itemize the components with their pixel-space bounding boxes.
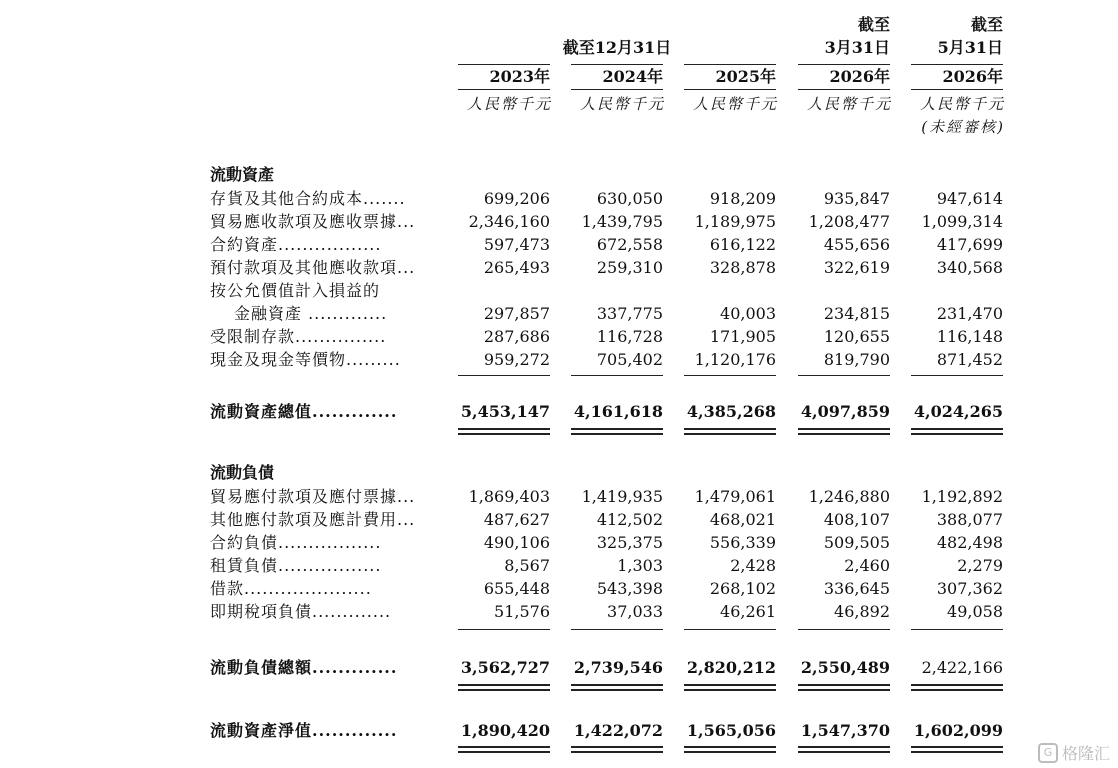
cell-value: 1,189,975 xyxy=(694,212,776,231)
cell-value: 8,567 xyxy=(504,556,550,575)
row-label: 流動資產總值............. xyxy=(210,402,398,421)
double-rule xyxy=(571,428,663,435)
double-rule xyxy=(458,746,550,753)
row-label: 合約資產................. xyxy=(210,235,382,254)
header-col4-line1: 截至 xyxy=(970,15,1003,34)
header-rule xyxy=(571,64,663,65)
double-rule xyxy=(798,684,890,691)
header-col3-line2: 3月31日 xyxy=(824,38,890,57)
row-label: 流動資產淨值............. xyxy=(210,721,398,740)
cell-value: 1,192,892 xyxy=(921,487,1003,506)
subtotal-rule xyxy=(458,629,550,630)
subtotal-rule xyxy=(798,375,890,376)
subtotal-rule xyxy=(684,629,776,630)
year-rule xyxy=(571,89,663,90)
header-rule xyxy=(458,64,550,65)
cell-value: 297,857 xyxy=(483,304,550,323)
cell-value: 871,452 xyxy=(936,350,1003,369)
cell-value: 2,422,166 xyxy=(921,658,1003,677)
double-rule xyxy=(911,684,1003,691)
row-label: 租賃負債................. xyxy=(210,556,382,575)
cell-value: 918,209 xyxy=(709,189,776,208)
table-row xyxy=(0,509,1118,533)
cell-value: 959,272 xyxy=(483,350,550,369)
double-rule xyxy=(684,428,776,435)
cell-value: 116,148 xyxy=(936,327,1003,346)
cell-value: 2,346,160 xyxy=(468,212,550,231)
cell-value: 2,460 xyxy=(844,556,890,575)
subtotal-rule xyxy=(458,375,550,376)
cell-value: 543,398 xyxy=(596,579,663,598)
cell-value: 171,905 xyxy=(709,327,776,346)
double-rule xyxy=(571,684,663,691)
table-row xyxy=(0,211,1118,235)
row-label: 流動負債總額............. xyxy=(210,658,398,677)
subtotal-rule xyxy=(571,629,663,630)
table-row xyxy=(0,578,1118,602)
row-label: 受限制存款............... xyxy=(210,327,387,346)
header-rule xyxy=(911,64,1003,65)
cell-value: 468,021 xyxy=(709,510,776,529)
cell-value: 2,739,546 xyxy=(573,658,663,677)
cell-value: 4,161,618 xyxy=(573,402,663,421)
watermark-text: 格隆汇 xyxy=(1061,744,1110,763)
cell-value: 1,479,061 xyxy=(694,487,776,506)
year-header: 2025年 xyxy=(715,67,776,86)
table-row xyxy=(0,188,1118,212)
cell-value: 51,576 xyxy=(494,602,550,621)
cell-value: 1,565,056 xyxy=(686,721,776,740)
cell-value: 1,120,176 xyxy=(694,350,776,369)
double-rule xyxy=(458,428,550,435)
header-rule xyxy=(684,64,776,65)
header-rule xyxy=(798,64,890,65)
table-row xyxy=(0,257,1118,281)
row-label: 其他應付款項及應計費用... xyxy=(210,510,416,529)
cell-value: 5,453,147 xyxy=(460,402,550,421)
cell-value: 947,614 xyxy=(936,189,1003,208)
g-logo-icon: G xyxy=(1038,743,1058,763)
subtotal-rule xyxy=(911,629,1003,630)
unit-label: 人民幣千元 xyxy=(919,95,1005,113)
cell-value: 1,890,420 xyxy=(460,721,550,740)
cell-value: 1,246,880 xyxy=(808,487,890,506)
cell-value: 336,645 xyxy=(823,579,890,598)
year-rule xyxy=(458,89,550,90)
double-rule xyxy=(911,746,1003,753)
cell-value: 935,847 xyxy=(823,189,890,208)
cell-value: 231,470 xyxy=(936,304,1003,323)
cell-value: 655,448 xyxy=(483,579,550,598)
year-rule xyxy=(911,89,1003,90)
table-row xyxy=(0,326,1118,350)
cell-value: 4,385,268 xyxy=(686,402,776,421)
row-label: 即期稅項負債............. xyxy=(210,602,392,621)
cell-value: 2,550,489 xyxy=(800,658,890,677)
cell-value: 259,310 xyxy=(596,258,663,277)
double-rule xyxy=(571,746,663,753)
cell-value: 268,102 xyxy=(709,579,776,598)
table-row xyxy=(0,486,1118,510)
cell-value: 116,728 xyxy=(596,327,663,346)
cell-value: 1,422,072 xyxy=(573,721,663,740)
cell-value: 487,627 xyxy=(483,510,550,529)
cell-value: 597,473 xyxy=(483,235,550,254)
subtotal-rule xyxy=(911,375,1003,376)
cell-value: 1,303 xyxy=(617,556,663,575)
cell-value: 328,878 xyxy=(709,258,776,277)
cell-value: 287,686 xyxy=(483,327,550,346)
cell-value: 325,375 xyxy=(596,533,663,552)
cell-value: 417,699 xyxy=(936,235,1003,254)
header-group-label: 截至12月31日 xyxy=(562,38,672,57)
table-row xyxy=(0,280,1118,304)
section-title-current-assets: 流動資產 xyxy=(210,165,275,184)
cell-value: 1,602,099 xyxy=(913,721,1003,740)
cell-value: 1,547,370 xyxy=(800,721,890,740)
cell-value: 46,261 xyxy=(720,602,776,621)
double-rule xyxy=(684,684,776,691)
table-row xyxy=(0,601,1118,625)
cell-value: 672,558 xyxy=(596,235,663,254)
table-row xyxy=(0,303,1118,327)
row-label: 金融資產 ............. xyxy=(234,304,388,323)
double-rule xyxy=(911,428,1003,435)
cell-value: 455,656 xyxy=(823,235,890,254)
subtotal-rule xyxy=(684,375,776,376)
table-row xyxy=(0,555,1118,579)
cell-value: 340,568 xyxy=(936,258,1003,277)
year-rule xyxy=(798,89,890,90)
row-label: 貿易應收款項及應收票據... xyxy=(210,212,416,231)
cell-value: 1,208,477 xyxy=(808,212,890,231)
cell-value: 1,439,795 xyxy=(581,212,663,231)
cell-value: 490,106 xyxy=(483,533,550,552)
header-col3-line1: 截至 xyxy=(857,15,890,34)
cell-value: 388,077 xyxy=(936,510,1003,529)
table-row xyxy=(0,532,1118,556)
double-rule xyxy=(684,746,776,753)
total-row-current-liabilities xyxy=(0,657,1118,681)
table-row xyxy=(0,234,1118,258)
double-rule xyxy=(458,684,550,691)
double-rule xyxy=(798,746,890,753)
year-header: 2026年 xyxy=(829,67,890,86)
cell-value: 3,562,727 xyxy=(460,658,550,677)
cell-value: 337,775 xyxy=(596,304,663,323)
cell-value: 699,206 xyxy=(483,189,550,208)
year-header: 2026年 xyxy=(942,67,1003,86)
cell-value: 4,097,859 xyxy=(800,402,890,421)
cell-value: 819,790 xyxy=(823,350,890,369)
cell-value: 630,050 xyxy=(596,189,663,208)
cell-value: 2,428 xyxy=(730,556,776,575)
row-label: 合約負債................. xyxy=(210,533,382,552)
year-header: 2023年 xyxy=(489,67,550,86)
cell-value: 616,122 xyxy=(709,235,776,254)
row-label: 預付款項及其他應收款項... xyxy=(210,258,416,277)
double-rule xyxy=(798,428,890,435)
subtotal-rule xyxy=(571,375,663,376)
total-row-current-assets xyxy=(0,401,1118,425)
table-row xyxy=(0,349,1118,373)
cell-value: 4,024,265 xyxy=(913,402,1003,421)
cell-value: 49,058 xyxy=(947,602,1003,621)
year-rule xyxy=(684,89,776,90)
cell-value: 1,869,403 xyxy=(468,487,550,506)
cell-value: 265,493 xyxy=(483,258,550,277)
unit-label: 人民幣千元 xyxy=(692,95,778,113)
section-title-current-liabilities: 流動負債 xyxy=(210,463,275,482)
unit-label: 人民幣千元 xyxy=(806,95,892,113)
total-row-net-current-assets xyxy=(0,720,1118,744)
cell-value: 234,815 xyxy=(823,304,890,323)
cell-value: 509,505 xyxy=(823,533,890,552)
cell-value: 2,279 xyxy=(957,556,1003,575)
year-header: 2024年 xyxy=(602,67,663,86)
cell-value: 120,655 xyxy=(823,327,890,346)
cell-value: 322,619 xyxy=(823,258,890,277)
cell-value: 705,402 xyxy=(596,350,663,369)
cell-value: 307,362 xyxy=(936,579,1003,598)
unit-label: 人民幣千元 xyxy=(579,95,665,113)
row-label: 借款..................... xyxy=(210,579,372,598)
row-label: 按公允價值計入損益的 xyxy=(210,281,381,300)
subtotal-rule xyxy=(798,629,890,630)
unaudited-label: (未經審核) xyxy=(921,118,1005,136)
cell-value: 2,820,212 xyxy=(686,658,776,677)
header-col4-line2: 5月31日 xyxy=(937,38,1003,57)
cell-value: 556,339 xyxy=(709,533,776,552)
cell-value: 1,419,935 xyxy=(581,487,663,506)
cell-value: 1,099,314 xyxy=(921,212,1003,231)
cell-value: 408,107 xyxy=(823,510,890,529)
cell-value: 37,033 xyxy=(607,602,663,621)
row-label: 貿易應付款項及應付票據... xyxy=(210,487,416,506)
row-label: 存貨及其他合約成本....... xyxy=(210,189,406,208)
unit-label: 人民幣千元 xyxy=(466,95,552,113)
watermark xyxy=(1038,741,1110,764)
cell-value: 482,498 xyxy=(936,533,1003,552)
cell-value: 40,003 xyxy=(720,304,776,323)
row-label: 現金及現金等價物......... xyxy=(210,350,401,369)
cell-value: 46,892 xyxy=(834,602,890,621)
cell-value: 412,502 xyxy=(596,510,663,529)
